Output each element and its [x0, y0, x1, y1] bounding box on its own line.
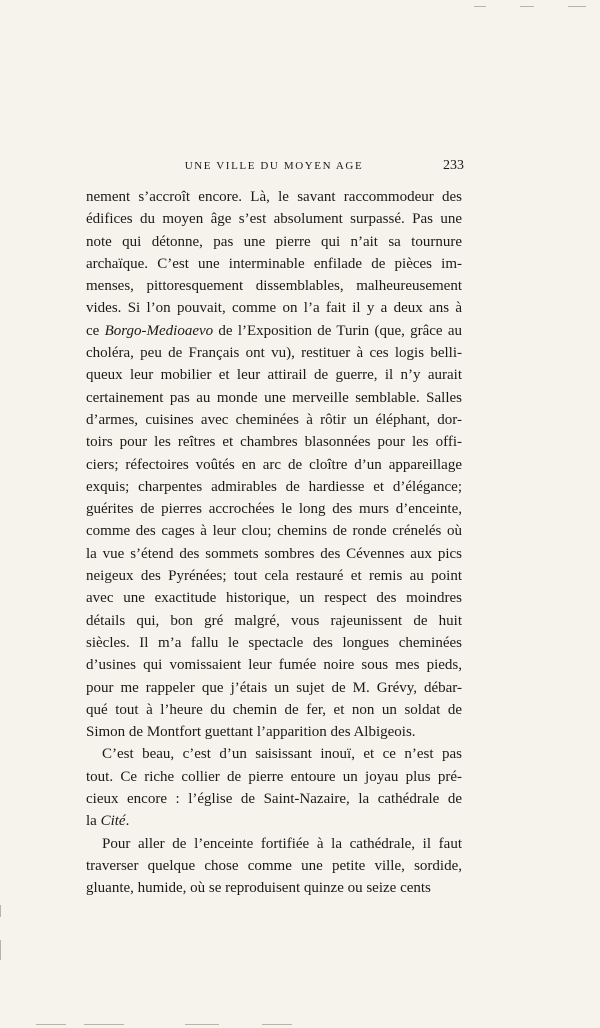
scan-edge-mark	[474, 6, 486, 7]
scan-edge-mark	[568, 6, 586, 7]
text-line: Simon de Montfort guettant l’apparition des Albigeois.	[86, 724, 416, 741]
text-line: gluante, humide, où se reproduisent quinze ou seize cents	[86, 880, 431, 897]
paragraph	[86, 833, 462, 900]
text-line: pour me rappeler que j’étais un sujet de M. Grévy, débar-	[86, 679, 462, 696]
scan-edge-mark	[0, 905, 1, 917]
text-line: la Cité.	[86, 813, 130, 830]
scan-edge-mark	[185, 1024, 219, 1025]
text-line: avec une exactitude historique, un respect des moindres	[86, 590, 462, 607]
text-line: tout. Ce riche collier de pierre entoure un joyau plus pré-	[86, 768, 462, 785]
paragraph	[86, 186, 462, 743]
scan-edge-mark	[36, 1024, 66, 1025]
text-line: qué tout à l’heure du chemin de fer, et non un soldat de	[86, 701, 462, 718]
text-line: comme des cages à leur clou; chemins de ronde crénelés où	[86, 523, 462, 540]
running-head	[86, 160, 462, 180]
text-line: édifices du moyen âge s’est absolument surpassé. Pas une	[86, 211, 462, 228]
text-line: siècles. Il m’a fallu le spectacle des longues cheminées	[86, 634, 462, 651]
text-line: archaïque. C’est une interminable enfilade de pièces im-	[86, 255, 462, 272]
text-line: Pour aller de l’enceinte fortifiée à la cathédrale, il faut	[102, 835, 462, 852]
text-line: queux leur mobilier et leur attirail de guerre, il n’y aurait	[86, 367, 462, 384]
text-line: note qui détonne, pas une pierre qui n’ait sa tournure	[86, 233, 462, 250]
scan-edge-mark	[262, 1024, 292, 1025]
text-line: ciers; réfectoires voûtés en arc de cloître d’un appareillage	[86, 456, 462, 473]
text-line: menses, pittoresquement dissemblables, malheureusement	[86, 278, 462, 295]
text-line: neigeux des Pyrénées; tout cela restauré et remis au point	[86, 568, 462, 585]
paragraph	[86, 743, 462, 832]
text-line: exquis; charpentes admirables de hardiesse et d’élégance;	[86, 478, 462, 495]
text-line: certainement pas au monde une merveille semblable. Salles	[86, 389, 462, 406]
page-number: 233	[443, 158, 464, 173]
scan-edge-mark	[84, 1024, 124, 1025]
text-line: vides. Si l’on pouvait, comme on l’a fait il y a deux ans à	[86, 300, 462, 317]
text-line: la vue s’étend des sommets sombres des Cévennes aux pics	[86, 545, 462, 562]
text-line: C’est beau, c’est d’un saisissant inouï, et ce n’est pas	[102, 746, 462, 763]
text-line: traverser quelque chose comme une petite ville, sordide,	[86, 857, 462, 874]
text-line: d’usines qui vomissaient leur fumée noire sous mes pieds,	[86, 657, 462, 674]
text-line: ce Borgo-Medioaevo de l’Exposition de Turin (que, grâce au	[86, 322, 462, 339]
scan-edge-mark	[0, 940, 1, 960]
italic-term: Borgo-Medioaevo	[104, 322, 214, 339]
text-line: d’armes, cuisines avec cheminées à rôtir un éléphant, dor-	[86, 411, 462, 428]
text-line: guérites de pierres accrochées le long des murs d’enceinte,	[86, 501, 462, 518]
running-title: UNE VILLE DU MOYEN AGE	[184, 160, 364, 172]
scan-edge-mark	[520, 6, 534, 7]
text-line: cieux encore : l’église de Saint-Nazaire, la cathédrale de	[86, 791, 462, 808]
text-line: choléra, peu de Français ont vu), restituer à ces logis belli-	[86, 345, 462, 362]
italic-term: Cité	[100, 813, 126, 830]
text-line: toirs pour les reîtres et chambres blasonnées pour les offi-	[86, 434, 462, 451]
text-line: détails qui, bon gré malgré, vous rajeunissent de huit	[86, 612, 462, 629]
body-text	[86, 186, 462, 900]
text-line: nement s’accroît encore. Là, le savant raccommodeur des	[86, 189, 462, 205]
